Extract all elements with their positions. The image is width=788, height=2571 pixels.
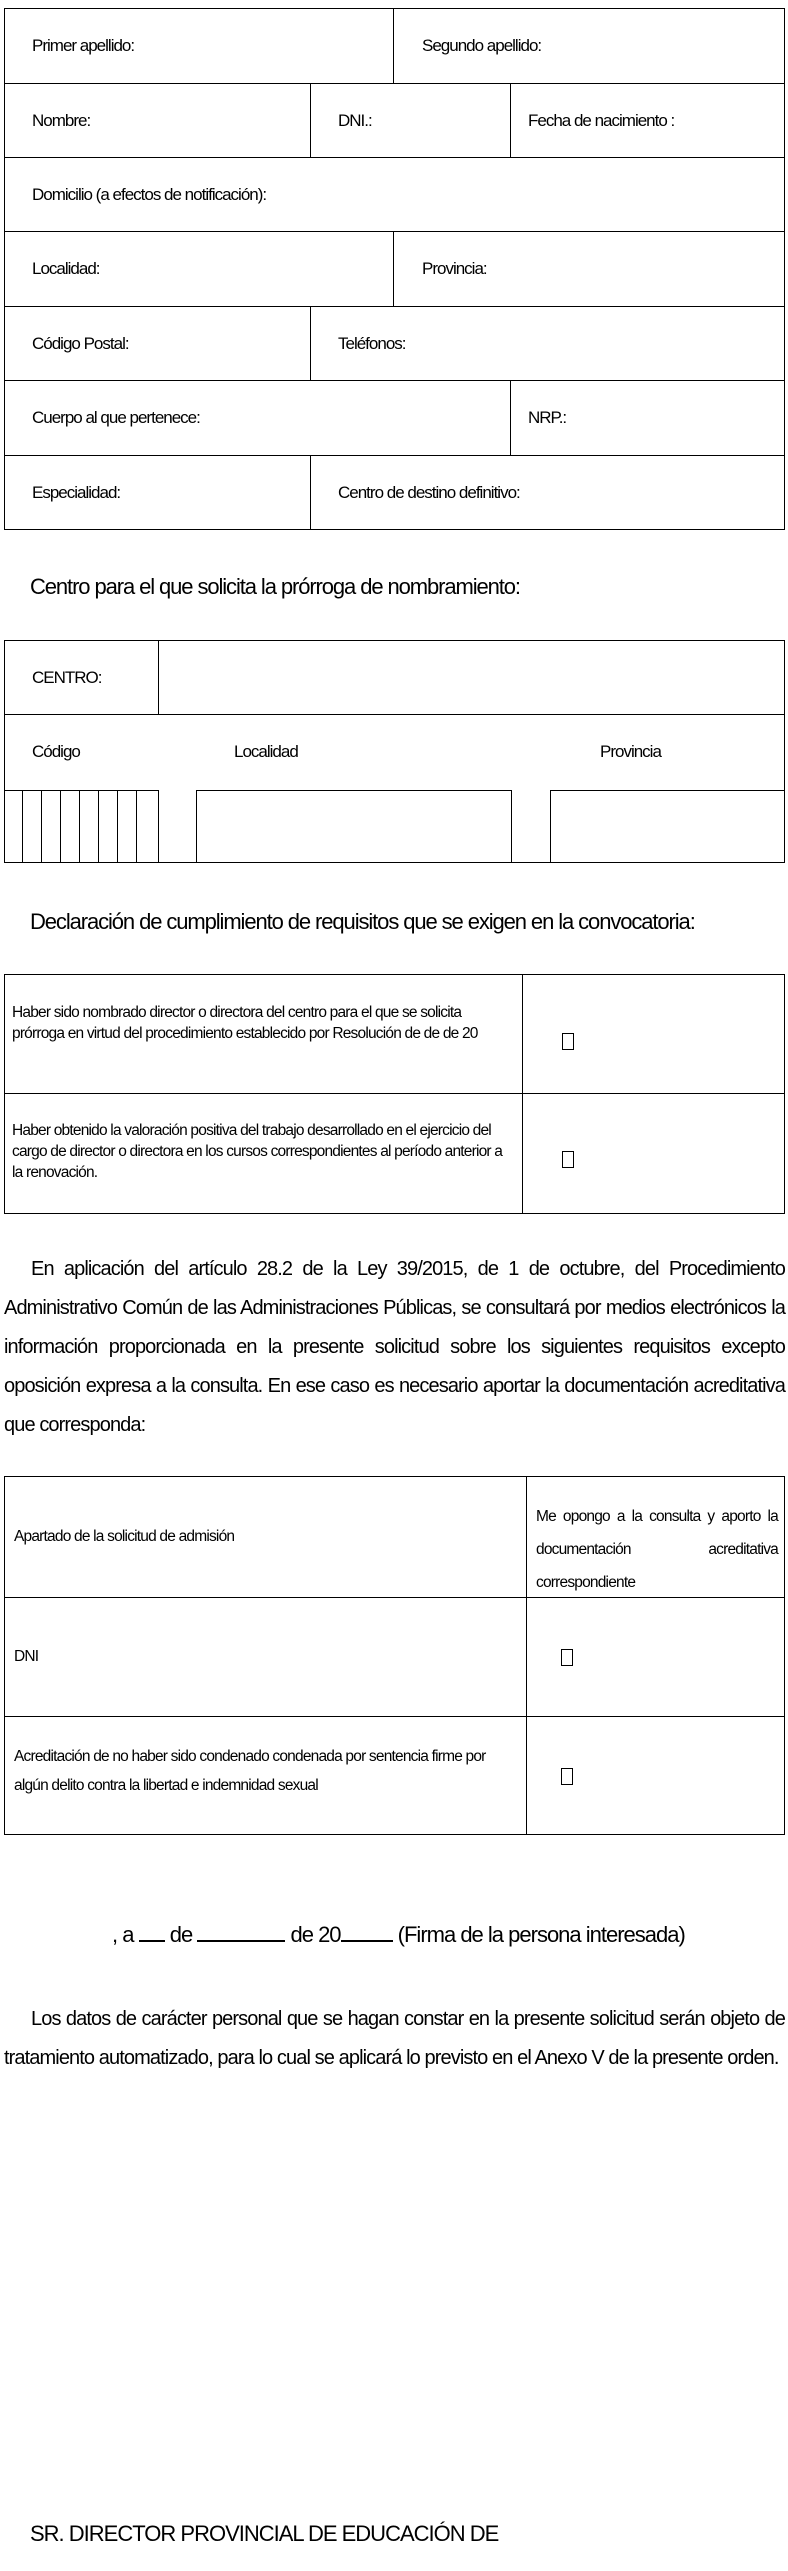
especialidad-field[interactable]: [130, 475, 305, 509]
divider: [4, 157, 785, 158]
divider: [4, 231, 785, 232]
firma-month-blank[interactable]: [197, 1922, 285, 1942]
requisito-1-checkbox[interactable]: [562, 1033, 574, 1050]
provincia-col-label: Provincia: [600, 742, 661, 761]
divider: [4, 1716, 785, 1717]
divider: [393, 8, 394, 83]
divider: [60, 790, 61, 863]
divider: [550, 790, 551, 863]
domicilio-field[interactable]: [260, 177, 780, 211]
divider: [41, 790, 42, 863]
divider: [522, 974, 523, 1214]
divider: [511, 790, 512, 863]
col-opongo-header: Me opongo a la consulta y aporto la documentación acreditativa correspondiente: [536, 1508, 778, 1591]
nombre-field[interactable]: [100, 103, 305, 137]
primer-apellido-label: Primer apellido:: [32, 36, 135, 55]
dni-label: DNI.:: [338, 111, 372, 130]
domicilio-label: Domicilio (a efectos de notificación):: [32, 185, 267, 204]
divider: [310, 306, 311, 380]
centro-destino-field[interactable]: [530, 475, 780, 509]
requisito-2-text: Haber obtenido la valoración positiva del trabajo desarrollado en el ejercicio del cargo de director o directora en los cursos correspondientes al período anterior a la renovación.: [12, 1122, 503, 1181]
dni-opongo-checkbox[interactable]: [561, 1649, 573, 1666]
cuerpo-field[interactable]: [200, 400, 505, 434]
codigo-postal-field[interactable]: [140, 326, 305, 360]
divider: [310, 455, 311, 530]
acreditacion-row-text: Acreditación de no haber sido condenado condenada por sentencia firme por algún delito contra la libertad e indemnidad sexual: [14, 1748, 486, 1794]
firma-de-1: de: [169, 1922, 193, 1947]
divider: [4, 83, 785, 84]
centro-heading: Centro para el que solicita la prórroga de nombramiento:: [30, 574, 520, 599]
firma-year-blank[interactable]: [341, 1922, 393, 1942]
col-apartado-header: Apartado de la solicitud de admisión: [14, 1528, 235, 1545]
divider: [136, 790, 137, 863]
divider: [98, 790, 99, 863]
cuerpo-label: Cuerpo al que pertenece:: [32, 408, 200, 427]
consulta-paragraph: En aplicación del artículo 28.2 de la Ley 39/2015, de 1 de octubre, del Procedimiento Administrativo Común de las Administraciones Públicas, se consultará por medios electrónicos la información proporcionada en la presente solicitud sobre los siguientes requisitos excepto oposición expresa a la consulta. En ese caso es necesario aportar la documentación acreditativa que corresponda:: [4, 1258, 785, 1436]
especialidad-label: Especialidad:: [32, 483, 121, 502]
segundo-apellido-field[interactable]: [550, 28, 780, 62]
codigo-label: Código: [32, 742, 80, 761]
divider: [196, 790, 197, 863]
provincia-field[interactable]: [500, 251, 780, 285]
firma-a: , a: [112, 1922, 134, 1947]
divider: [4, 790, 158, 791]
requisitos-heading: Declaración de cumplimiento de requisitos que se exigen en la convocatoria:: [30, 909, 695, 934]
fecha-nacimiento-label: Fecha de nacimiento :: [528, 111, 675, 130]
divider: [158, 790, 159, 863]
divider: [393, 231, 394, 306]
localidad-field[interactable]: [120, 251, 388, 285]
segundo-apellido-label: Segundo apellido:: [422, 36, 542, 55]
provincia-label: Provincia:: [422, 259, 487, 278]
firma-line: [112, 1922, 685, 1948]
requisito-2-checkbox[interactable]: [562, 1151, 574, 1168]
nombre-label: Nombre:: [32, 111, 91, 130]
firma-de-2: de: [290, 1922, 313, 1947]
centro-destino-label: Centro de destino definitivo:: [338, 483, 520, 502]
datos-personales-paragraph: Los datos de carácter personal que se hagan constar en la presente solicitud serán objeto de tratamiento automatizado, para lo cual se aplicará lo previsto en el Anexo V de la presente orden.: [4, 2008, 785, 2069]
divider: [510, 83, 511, 157]
telefonos-label: Teléfonos:: [338, 334, 406, 353]
acreditacion-opongo-checkbox[interactable]: [561, 1768, 573, 1785]
divider: [526, 1476, 527, 1835]
divider: [4, 306, 785, 307]
codigo-postal-label: Código Postal:: [32, 334, 129, 353]
localidad-label: Localidad:: [32, 259, 100, 278]
centro-field[interactable]: [165, 660, 780, 694]
centro-label: CENTRO:: [32, 668, 102, 687]
divider: [158, 640, 159, 714]
divider: [79, 790, 80, 863]
firma-day-blank[interactable]: [139, 1922, 165, 1942]
divider: [4, 455, 785, 456]
firma-label: (Firma de la persona interesada): [397, 1922, 685, 1947]
divider: [196, 790, 511, 791]
divider: [4, 714, 785, 715]
divider: [4, 380, 785, 381]
destinatario: SR. DIRECTOR PROVINCIAL DE EDUCACIÓN DE: [30, 2521, 499, 2546]
localidad-col-label: Localidad: [234, 742, 298, 761]
divider: [550, 790, 785, 791]
divider: [22, 790, 23, 863]
divider: [510, 380, 511, 455]
divider: [117, 790, 118, 863]
nrp-field[interactable]: [580, 400, 780, 434]
firma-year: 20: [318, 1922, 341, 1947]
requisito-1-text: Haber sido nombrado director o directora del centro para el que se solicita prórroga en virtud del procedimiento establecido por Resolución de de de 20: [12, 1004, 478, 1042]
divider: [310, 83, 311, 157]
primer-apellido-field[interactable]: [150, 28, 388, 62]
dni-field[interactable]: [380, 103, 505, 137]
nrp-label: NRP.:: [528, 408, 567, 427]
dni-row-text: DNI: [14, 1648, 39, 1665]
telefonos-field[interactable]: [410, 326, 780, 360]
divider: [4, 1093, 785, 1094]
fecha-nacimiento-field[interactable]: [670, 103, 780, 137]
